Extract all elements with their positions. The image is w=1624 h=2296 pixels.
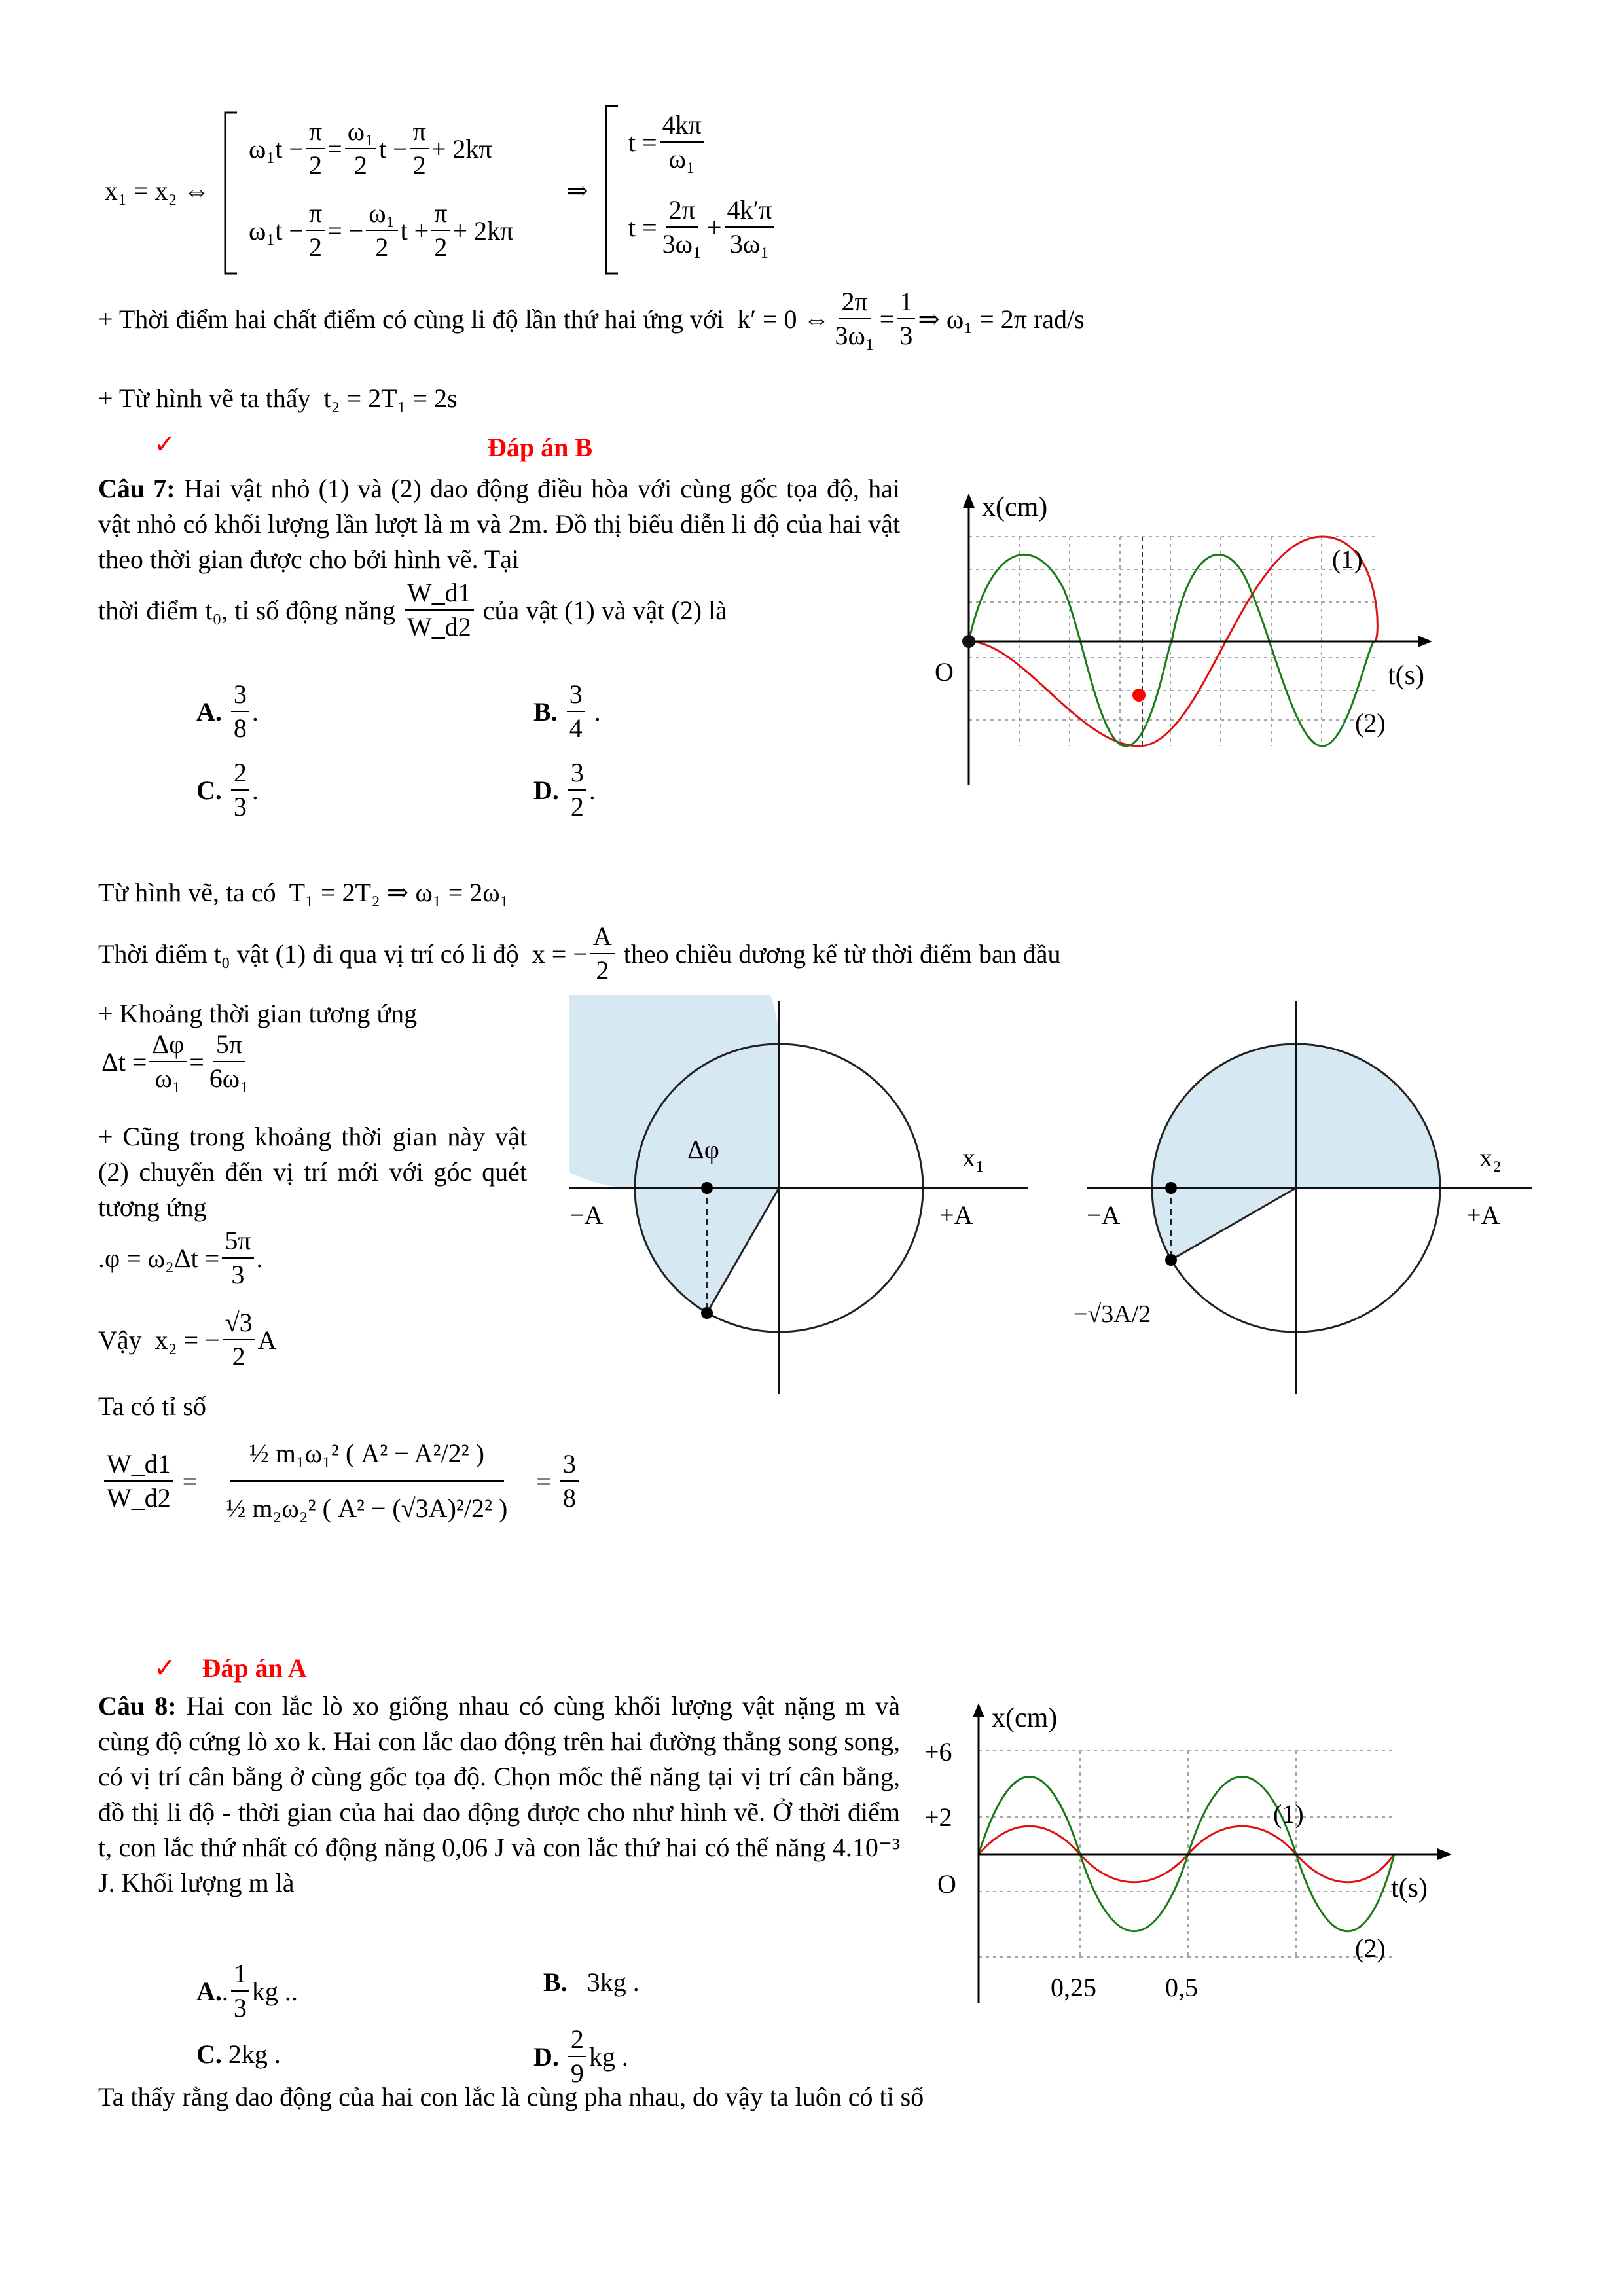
- swept-sector-1: [569, 995, 779, 1188]
- q7-ratio-text: Ta có tỉ số: [98, 1391, 206, 1421]
- check-icon: ✓: [154, 429, 176, 459]
- answer-a-row: [154, 1653, 307, 1683]
- circle1-pos: +A: [939, 1200, 973, 1230]
- q7-curve-2: [969, 554, 1375, 746]
- q7-graph: [910, 484, 1447, 792]
- phasor-circle-1: [569, 995, 1041, 1401]
- q7-x-label: t(s): [1388, 660, 1424, 691]
- q8-final-line: Ta thấy rằng dao động của hai con lắc là cùng pha nhau, do vậy ta luôn có tỉ số: [98, 2082, 924, 2111]
- q7-t-axis-arrow: [1418, 636, 1432, 647]
- check-icon: ✓: [154, 1653, 176, 1683]
- q7-curve2-label: (2): [1355, 708, 1386, 738]
- q7-x-axis-arrow: [963, 493, 975, 508]
- eq-row-2: ω₁t − $\frac{\pi}{2}$ = − $\frac{\text{ω₁}}{2}$ t + $\frac{\pi}{2}$ + 2kπ: [249, 198, 514, 262]
- q7-option-d[interactable]: D. $\frac{3}{2}$ .: [533, 758, 596, 821]
- circle2-point: −√3A/2: [1074, 1300, 1151, 1328]
- result-row-2: t = $\frac{2\pi}{\text{3ω₁}}$ + $\frac{4k'\pi}{\text{3ω₁}}$: [628, 196, 777, 258]
- q7-origin-label: O: [935, 657, 954, 687]
- q7-option-c[interactable]: C. $\frac{2}{3}$ .: [196, 758, 259, 821]
- circle2-neg: −A: [1087, 1200, 1121, 1230]
- answer-b-row: [154, 429, 176, 459]
- q8-x-label: t(s): [1391, 1873, 1428, 1903]
- q7-sol-line2: Thời điểm t₀ vật (1) đi qua vị trí có li độ x = − $\frac{A}{2}$ theo chiều dương kể từ thời điểm ban đầu: [98, 922, 1061, 985]
- q8-x-tick-05: 0,5: [1165, 1973, 1198, 2002]
- q8-option-d[interactable]: D. $\frac{2}{9}$ kg .: [533, 2024, 628, 2088]
- circle2-axis: x₂: [1479, 1143, 1502, 1172]
- q8-x-tick-025: 0,25: [1051, 1973, 1096, 2002]
- q8-graph: [923, 1695, 1466, 2009]
- q7-sol-line4: + Cũng trong khoảng thời gian này vật (2) chuyển đến vị trí mới với góc quét tương ứng: [98, 1122, 527, 1222]
- phasor-circle-2: [1060, 995, 1532, 1401]
- q8-option-b[interactable]: B. 3kg .: [543, 1967, 640, 1997]
- q8-option-c[interactable]: C. 2kg .: [196, 2039, 281, 2069]
- q7-dt-formula: Δt = $\frac{\Delta\varphi}{\text{ω₁}}$ = $\frac{5\pi}{\text{6ω₁}}$: [101, 1030, 249, 1093]
- system-equation: [105, 105, 857, 281]
- q7-option-a[interactable]: A. $\frac{3}{8}$ .: [196, 679, 259, 743]
- answer-b: Đáp án B: [488, 433, 593, 462]
- q7-option-b[interactable]: B. $\frac{3}{4}$ .: [533, 679, 601, 743]
- bracket-left-1: [221, 111, 241, 275]
- q8-text: Câu 8: Hai con lắc lò xo giống nhau có cùng khối lượng vật nặng m và cùng độ cứng lò xo k. Hai con lắc dao động trên hai đường thẳng song song, có vị trí cân bằng ở cùng gốc tọa độ. Chọn mốc thế năng tại vị trí cân bằng, đồ thị li độ - thời gian của hai dao động được cho như hình vẽ. Ở thời điểm t, con lắc thứ nhất có động năng 0,06 J và con lắc thứ hai có thế năng 4.10⁻³ J. Khối lượng m là: [98, 1691, 901, 1897]
- q8-curve1-label: (1): [1273, 1799, 1304, 1829]
- q7-y-label: x(cm): [982, 492, 1048, 522]
- result-row-1: t = $\frac{4k\pi}{\text{ω₁}}$: [628, 111, 707, 173]
- q8-option-a[interactable]: A. . $\frac{1}{3}$ kg ..: [196, 1959, 298, 2022]
- q7-curve1-label: (1): [1332, 545, 1363, 574]
- q7-text-ratio: thời điểm t₀, tỉ số động năng $\frac{W\_d1}{W\_d2}$ của vật (1) và vật (2) là: [98, 578, 727, 641]
- q7-t0-point: [1132, 689, 1146, 702]
- q8-x-axis-arrow: [973, 1703, 984, 1717]
- q8-t-axis-arrow: [1437, 1848, 1452, 1860]
- q8-y-tick-2: +2: [924, 1803, 952, 1832]
- q8-curve2-label: (2): [1355, 1933, 1386, 1963]
- q7-vay-line: Vậy x₂ = − $\frac{√3}{2}$ A: [98, 1308, 277, 1371]
- t2-line: + Từ hình vẽ ta thấy t₂ = 2T₁ = 2s: [98, 384, 458, 413]
- circle2-pos: +A: [1466, 1200, 1500, 1230]
- bracket-left-2: [602, 105, 622, 275]
- circle1-angle: Δφ: [687, 1135, 719, 1164]
- circle1-neg: −A: [569, 1200, 604, 1230]
- q7-text: Câu 7: Hai vật nhỏ (1) và (2) dao động điều hòa với cùng gốc tọa độ, hai vật nhỏ có khối lượng lần lượt là m và 2m. Đồ thị biểu diễn li độ của hai vật theo thời gian được cho bởi hình vẽ. Tại: [98, 474, 901, 574]
- circle1-axis: x₁: [962, 1143, 984, 1172]
- q7-big-formula: $\frac{W\_d1}{W\_d2}$ = $\frac{\text{½ m₁ω₁² ( A² − A²/2² )}}{\text{½ m₂ω₂² ( A² − (√3A)²/2² )}}$ = $\frac{3}{8}$: [101, 1427, 581, 1535]
- implies-sign: ⇒: [566, 176, 588, 206]
- q7-origin-point: [962, 635, 975, 648]
- q7-sol-line3: + Khoảng thời gian tương ứng: [98, 999, 418, 1028]
- eq-row-1: ω₁t − $\frac{\pi}{2}$ = $\frac{\text{ω₁}}{2}$ t − $\frac{\pi}{2}$ + 2kπ: [249, 117, 492, 180]
- q8-origin-label: O: [937, 1869, 956, 1899]
- q7-phi-formula: .φ = ω₂Δt = $\frac{5\pi}{3}$ .: [98, 1226, 263, 1289]
- q7-sol-line1: Từ hình vẽ, ta có T₁ = 2T₂ ⇒ ω₁ = 2ω₁: [98, 878, 509, 907]
- system-lhs: x₁ = x₂ ⇔: [105, 176, 210, 206]
- k-prime-line: + Thời điểm hai chất điểm có cùng li độ lần thứ hai ứng với k′ = 0 ⇔ $\frac{2\pi}{\text{3ω₁}}$ = $\frac{1}{3}$ ⇒ ω₁ = 2π rad/s: [98, 287, 1085, 350]
- q8-y-label: x(cm): [992, 1703, 1058, 1733]
- q8-y-tick-6: +6: [924, 1737, 952, 1767]
- answer-a: Đáp án A: [202, 1653, 307, 1683]
